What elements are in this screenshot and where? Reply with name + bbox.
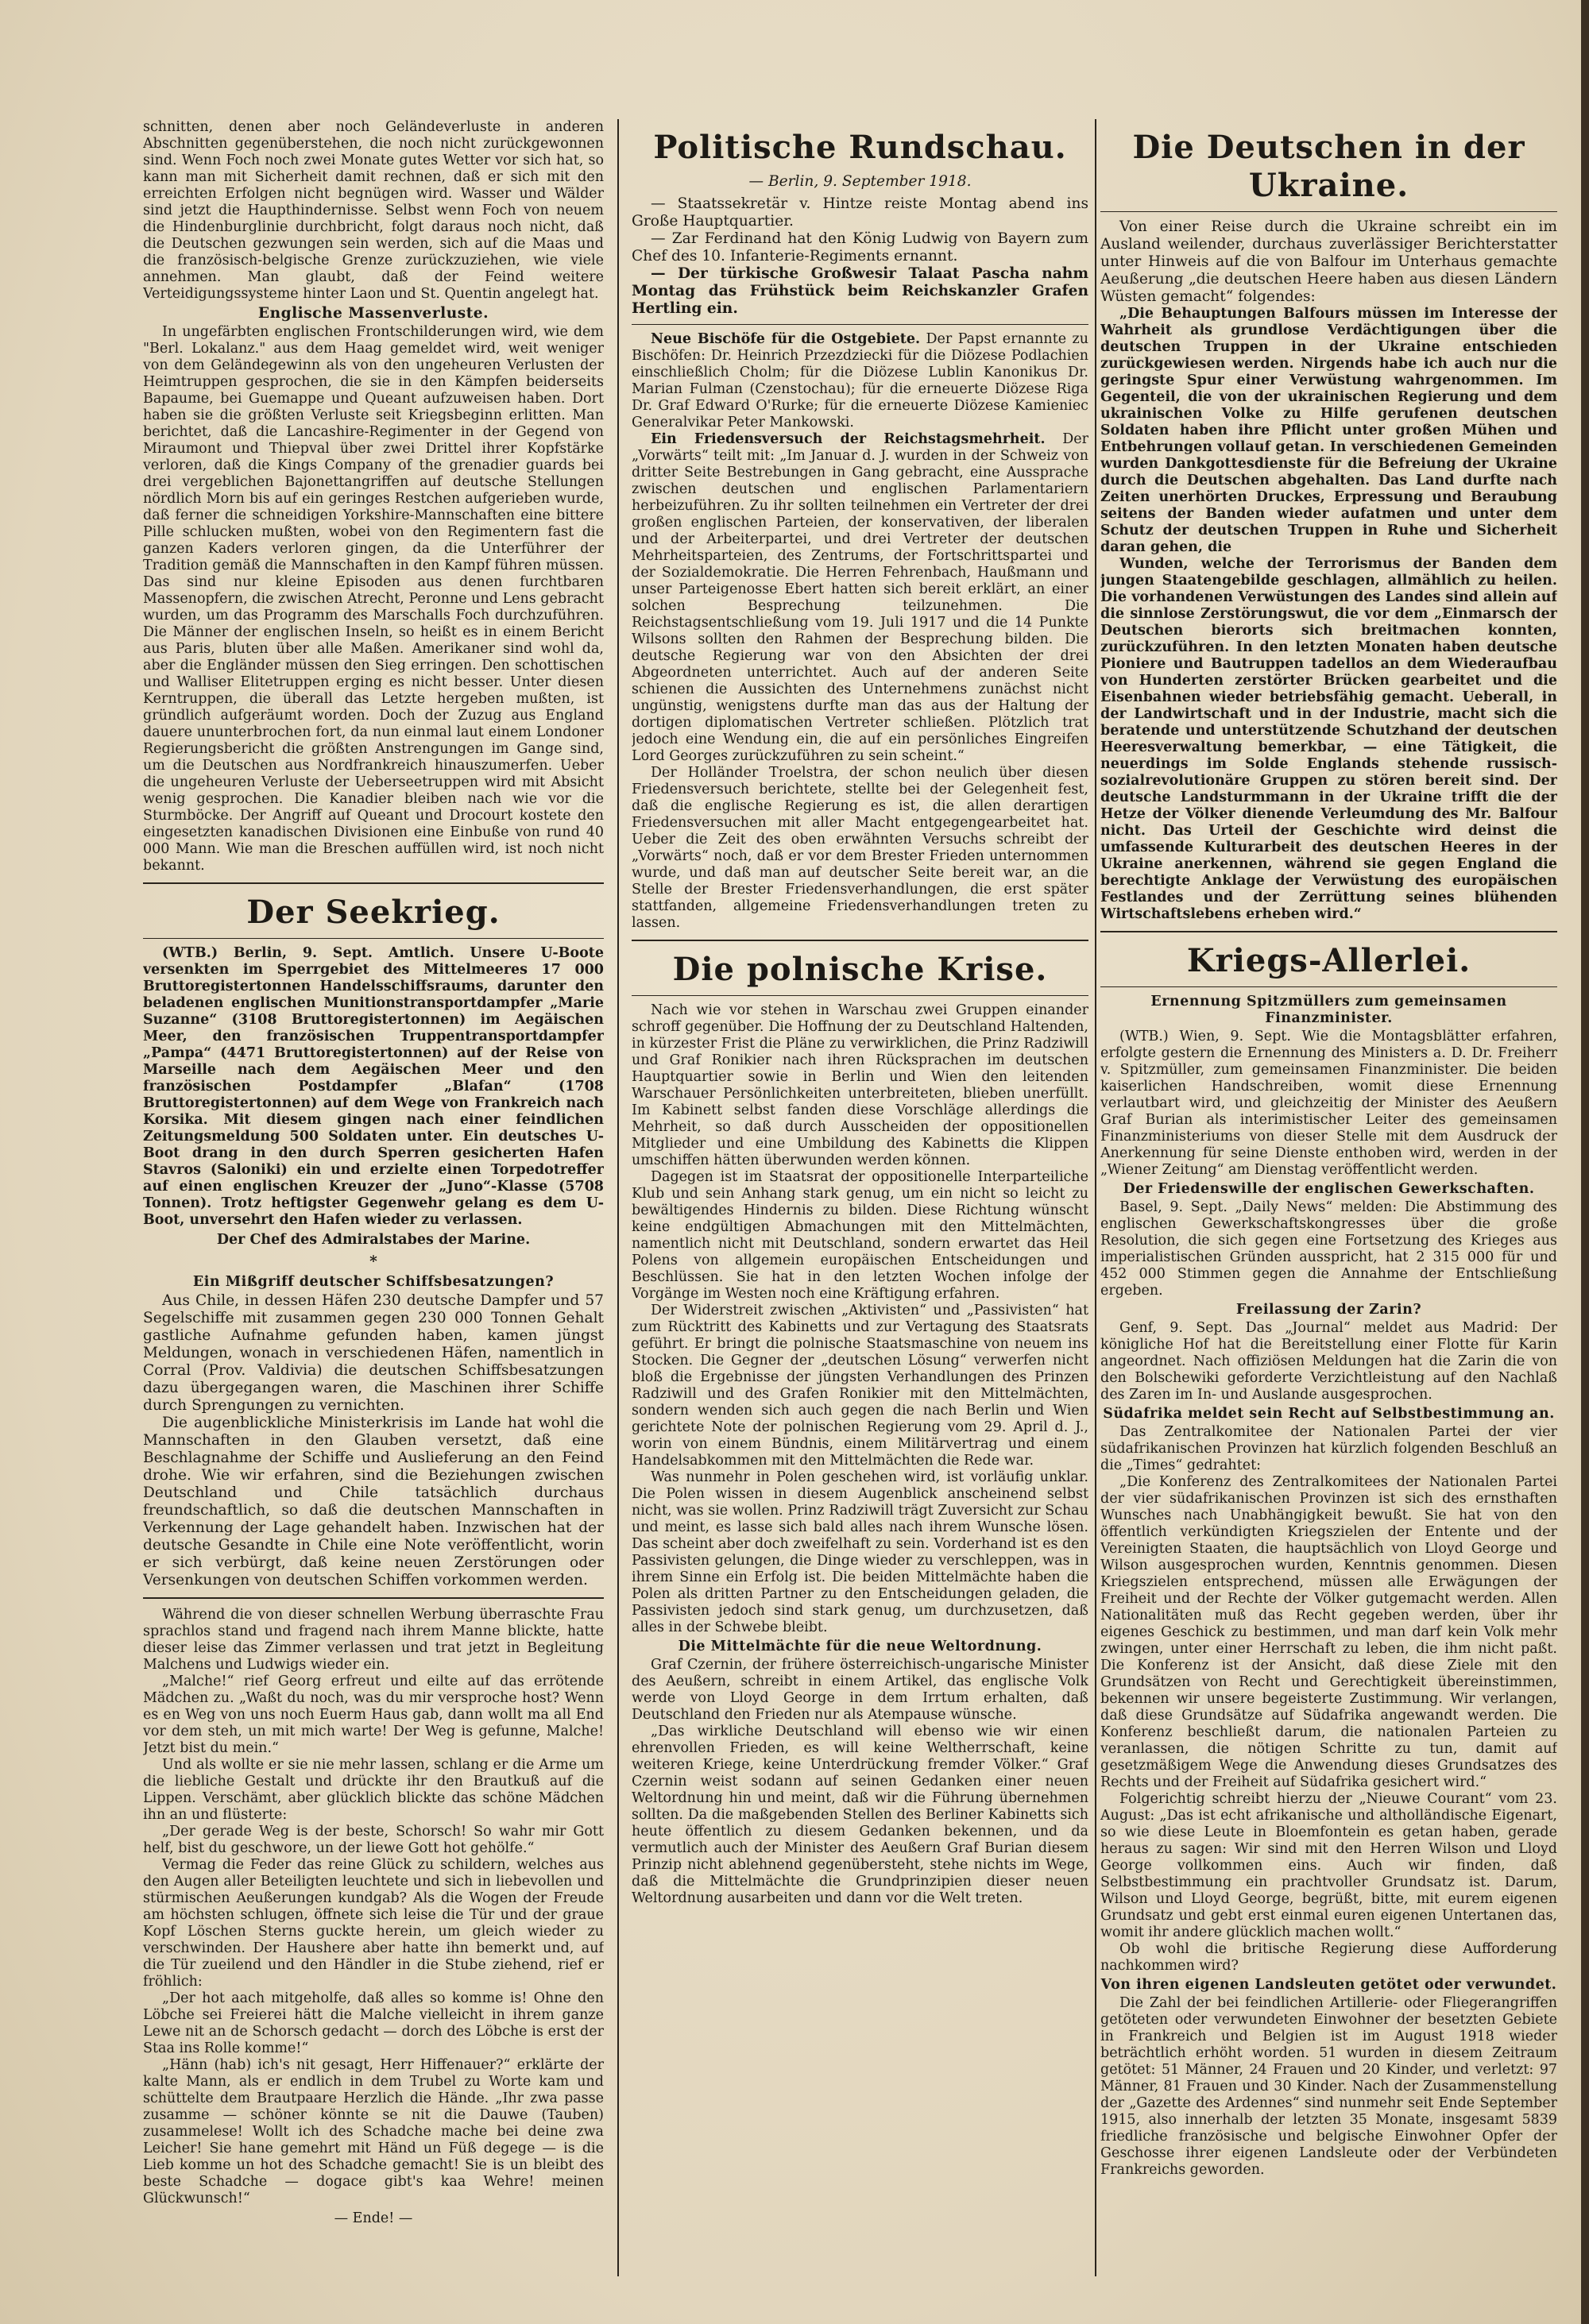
peace-body: Der „Vorwärts“ teilt mit: „Im Januar d. J. wurden in der Schweiz von dritter Seite Bestrebungen in Gang gebracht, eine Aussprache zwischen deutschen und englischen Parlamentariern herbeizuführen. Zu ihr sollten teilnehmen ein Vertreter der drei großen englischen Parteien, der konservativen, der liberalen und der Arbeiterpartei, und drei Vertreter der deutschen Mehrheitsparteien, des Zentrums, der Fortschrittspartei und der Sozialdemokratie. Die Herren Fehrenbach, Haußmann und unser Parteigenosse Ebert hatten sich bereit erklärt, an einer solchen Besprechung teilzunehmen. Die Reichstagsentschließung vom 19. Juli 1917 und die 14 Punkte Wilsons sollten den Rahmen der Besprechung bilden. Die deutsche Regierung war von den Absichten der drei Abgeordneten unterrichtet. Auch auf der anderen Seite schienen die Aussichten des Unternehmens zunächst nicht ungünstig, wenigstens durfte man das aus der Haltung der dortigen diplomatischen Vertreter schließen. Plötzlich trat jedoch eine Wendung ein, die auf ein persönliches Eingreifen Lord Georges zurückzuführen zu sein scheint.“ (632, 431, 1088, 764)
ukraine-paragraph: „Die Behauptungen Balfours müssen im Interesse der Wahrheit als grundlose Verdächtigungen über die deutschen Truppen in der Ukraine entschieden zurückgewiesen werden. Nirgends habe ich auch nur die geringste Spur einer Verwüstung wahrgenommen. Im Gegenteil, die von der ukrainischen Regierung und dem ukrainischen Volke zu Hilfe gerufenen deutschen Soldaten haben ihre Pflicht unter großen Mühen und Entbehrungen vollauf getan. In verschiedenen Gemeinden wurden Dankgottesdienste für die Befreiung der Ukraine durch die Deutschen abgehalten. Das Land durfte nach Zeiten unerhörten Druckes, Erpressung und Beraubung seitens der Banden wieder aufatmen und unter dem Schutz der deutschen Truppen in Ruhe und Sicherheit daran gehen, die (1100, 306, 1557, 555)
column-rule-right (1095, 119, 1096, 2276)
seekrieg-title: Der Seekrieg. (246, 894, 501, 931)
story-paragraph: „Malche!“ rief Georg erfreut und eilte auf das errötende Mädchen zu. „Waßt du noch, was du mir versproche host? Wenn es en Weg von uns noch Euerm Haus gab, dann wollt ma all End vor dem steh, un mit mich warte! Der Weg is gefunne, Malche! Jetzt bist du mein.“ (143, 1674, 604, 1756)
story-paragraph: „Der hot aach mitgeholfe, daß alles so komme is! Ohne den Löbche sei Freierei hätt die Malche vielleicht in ihrem ganze Lewe nit an de Schorsch gedacht — dorch des Löbche is erst der Staa ins Rolle komme!“ (143, 1990, 604, 2056)
polish-paragraph: Nach wie vor stehen in Warschau zwei Gruppen einander schroff gegenüber. Die Hoffnung der zu Deutschland Haltenden, in kürzester Frist die Pläne zu verwirklichen, die Prinz Radziwill und Graf Ronikier nach ihren Rücksprachen im deutschen Hauptquartier sowie in Berlin und Wien den leitenden Warschauer Persönlichkeiten unterbreiteten, blieben unerfüllt. Im Kabinett selbst fanden diese Vorschläge allerdings die Mehrheit, so daß durch Ausscheiden der oppositionellen Mitglieder und eine Umbildung des Kabinetts die Klippen umschiffen hätten überwunden werden können. (632, 1002, 1088, 1168)
k3-heading: Freilassung der Zarin? (1235, 1302, 1422, 1318)
k5-body: Die Zahl der bei feindlichen Artillerie- oder Fliegerangriffen getöteten oder verwundeten Einwohner der besetzten Gebiete in Frankreich und Belgien ist im August 1918 wieder beträchtlich erhöht worden. 51 wurden in diesem Zeitraum getötet: 51 Männer, 24 Frauen und 20 Kinder, und verletzt: 97 Männer, 81 Frauen und 30 Kinder. Nach der Zusammenstellung der „Gazette des Ardennes“ sind nunmehr seit Ende September 1915, also innerhalb der letzten 35 Monate, insgesamt 5839 friedliche französische und belgische Einwohner Opfer der Geschosse ihrer eigenen Landsleute oder der Verbündeten Frankreichs geworden. (1100, 1995, 1557, 2178)
separator (143, 1597, 604, 1599)
polish-paragraph: Was nunmehr in Polen geschehen wird, ist vorläufig unklar. Die Polen wissen in diesem Augenblick anscheinend selbst nicht, was sie wollen. Prinz Radziwill trägt Zuversicht zur Schau und meint, es lasse sich bald alles nach ihrem Wunsche lösen. Das scheint aber doch zweifelhaft zu sein. Vorderhand ist es den Passivisten gelungen, die Dinge wieder zu verschleppen, was in ihrem Sinne ein Erfolg ist. Die beiden Mittelmächte haben die Polen als dritten Partner zu den Entscheidungen geladen, die Passivisten jedoch sind stark genug, um durchzusetzen, daß alles in der Schwebe bleibt. (632, 1469, 1088, 1635)
news-item: — Staatssekretär v. Hintze reiste Montag abend ins Große Hauptquartier. (632, 195, 1088, 230)
page-edge (1581, 0, 1589, 2324)
story-paragraph: Vermag die Feder das reine Glück zu schildern, welches aus den Augen aller Beteiligten leuchtete und sich in liebevollen und stürmischen Aeußerungen kundgab? Als die Wogen der Freude am höchsten schlugen, öffnete sich leise die Tür und der graue Kopf Löschen Sterns guckte herein, um gleich wieder zu verschwinden. Der Haushere aber hatte ihn bemerkt und, auf die Tür zueilend und den Händler in die Stube ziehend, rief er fröhlich: (143, 1857, 604, 1990)
dateline: — Berlin, 9. September 1918. (748, 173, 972, 190)
asterisk-divider: * (369, 1253, 377, 1270)
separator (632, 995, 1088, 996)
story-end: — Ende! — (334, 2210, 413, 2226)
polnische-krise-title: Die polnische Krise. (672, 951, 1048, 988)
polish-paragraph: Dagegen ist im Staatsrat der oppositionelle Interparteiliche Klub und sein Anhang stark genug, um ein nicht so leicht zu bewältigendes Hindernis zu bilden. Diese Richtung wünscht keine endgültigen Abmachungen mit den Mittelmächten, namentlich nicht mit Deutschland, sondern erwartet das Heil Polens von allgemein europäischen Entscheidungen und Beschlüssen. Sie hat in den letzten Wochen infolge der Vorgänge im Westen noch eine Kräftigung erfahren. (632, 1169, 1088, 1302)
mistake-heading: Ein Mißgriff deutscher Schiffsbesatzungen? (192, 1274, 555, 1290)
peace-heading: Ein Friedensversuch der Reichstagsmehrheit. (651, 431, 1046, 447)
k5-heading: Von ihren eigenen Landsleuten getötet oder verwundet. (1100, 1977, 1557, 1993)
seekrieg-body: (WTB.) Berlin, 9. Sept. Amtlich. Unsere U-Boote versenkten im Sperrgebiet des Mittelmeeres 17 000 Bruttoregistertonnen Handelsschiffsraums, darunter den beladenen englischen Munitionstransportdampfer „Marie Suzanne“ (3108 Bruttoregistertonnen) im Aegäischen Meer, den französischen Truppentransportdampfer „Pampa“ (4471 Bruttoregistertonnen) auf der Reise von Marseille nach dem Aegäischen Meer und den französischen Postdampfer „Blafan“ (1708 Bruttoregistertonnen) auf dem Wege von Frankreich nach Korsika. Mit diesem gingen nach einer feindlichen Zeitungsmeldung 500 Soldaten unter. Ein deutsches U-Boot drang in den durch Sperren gesicherten Hafen Stavros (Saloniki) ein und erzielte einen Torpedotreffer auf einen englischen Kreuzer der „Juno“-Klasse (5708 Tonnen). Trotz heftigster Gegenwehr gelang es dem U-Boot, unversehrt den Hafen wieder zu verlassen. (143, 945, 604, 1228)
mistake-body: Aus Chile, in dessen Häfen 230 deutsche Dampfer und 57 Segelschiffe mit zusammen gegen 230 000 Tonnen Gehalt gastliche Aufnahme gefunden haben, kamen jüngst Meldungen, wonach in verschiedenen Häfen, namentlich in Corral (Prov. Valdivia) die deutschen Schiffsbesatzungen dazu übergegangen waren, die Maschinen ihrer Schiffe durch Sprengungen zu vernichten. (143, 1292, 604, 1414)
ukraine-paragraph: Von einer Reise durch die Ukraine schreibt ein im Ausland weilender, durchaus zuverlässiger Berichterstatter unter Hinweis auf die von Balfour im Unterhaus gemachte Aeußerung „die deutschen Heere haben aus diesen Ländern Wüsten gemacht“ folgendes: (1100, 218, 1557, 305)
losses-heading: Englische Massenverluste. (257, 305, 489, 322)
column-right (1100, 119, 1557, 2292)
k4-paragraph: Das Zentralkomitee der Nationalen Partei der vier südafrikanischen Provinzen hat kürzlich folgenden Beschluß an die „Times“ gedrahtet: (1100, 1424, 1557, 1473)
mistake-body-2: Die augenblickliche Ministerkrisis im Lande hat wohl die Mannschaften in den Glauben versetzt, daß eine Beschlagnahme der Schiffe und Auslieferung an den Feind drohe. Wie wir erfahren, sind die Beziehungen zwischen Deutschland und Chile tatsächlich durchaus freundschaftlich, so daß die deutschen Mannschaften in Verkennung der Lage gehandelt haben. Inzwischen hat der deutsche Gesandte in Chile eine Note veröffentlicht, worin er sich verbürgt, daß keine neuen Zerstörungen oder Versenkungen von deutschen Schiffen vorkommen werden. (143, 1415, 604, 1589)
peace-body-2: Der Holländer Troelstra, der schon neulich über diesen Friedensversuch berichtete, stellte bei der Gelegenheit fest, daß die englische Regierung es ist, die allen derartigen Friedensversuchen mit aller Macht entgegengearbeitet hat. Ueber die Zeit des oben erwähnten Versuchs schreibt der „Vorwärts“ noch, daß er vor dem Brester Frieden unternommen wurde, und daß man auf deutscher Seite bereit war, an die Stelle der Brester Friedensverhandlungen, die erst später stattfanden, allgemeine Friedensverhandlungen treten zu lassen. (632, 765, 1088, 931)
ukraine-paragraph: Wunden, welche der Terrorismus der Banden dem jungen Staatengebilde geschlagen, allmählich zu heilen. Die vorhandenen Verwüstungen des Landes sind allein auf die sinnlose Zerstörungswut, die vor dem „Einmarsch der Deutschen bierorts sich breitmachen konnten, zurückzuführen. In den letzten Monaten haben deutsche Pioniere und Bautruppen tadellos an dem Wiederaufbau von Hunderten zerstörter Brücken gearbeitet und die Eisenbahnen wieder betriebsfähig gemacht. Ueberall, in der Landwirtschaft und in der Industrie, macht sich die beratende und unterstützende Schutzhand der deutschen Heeresverwaltung bemerkbar, — eine Tätigkeit, die neuerdings im Solde Englands stehende russisch-sozialrevolutionäre Gruppen zu stören bereit sind. Der deutsche Landsturmmann in der Ukraine trifft die der Hetze der Völker dienende Verleumdung des Mr. Balfour nicht. Das Urteil der Geschichte wird deinst die umfassende Kulturarbeit des deutschen Heeres in der Ukraine anerkennen, während sie gegen England die berechtigte Anklage der Verwüstung des europäischen Festlandes und der Zerrüttung seines blühenden Wirtschaftslebens erheben wird.“ (1100, 556, 1557, 922)
k4-paragraph: Ob wohl die britische Regierung diese Aufforderung nachkommen wird? (1100, 1941, 1557, 1974)
separator (632, 940, 1088, 941)
neworder-paragraph: „Das wirkliche Deutschland will ebenso wie wir einen ehrenvollen Frieden, es will keine Weltherrschaft, keine weiteren Kriege, keine Unterdrückung fremder Völker.“ Graf Czernin weist sodann auf seinen Gedanken einer neuen Weltordnung hin und meint, daß wir die Führung übernehmen sollten. Da die maßgebenden Stellen des Berliner Kabinetts sich heute öffentlich zu diesem Gedanken bekennen, und da vermutlich auch der Minister des Aeußern Graf Burian diesem Prinzip nicht ablehnend gegenübersteht, stehe nichts im Wege, daß die Mittelmächte die Grundprinzipien dieser neuen Weltordnung ausarbeiten und dann vor die Welt treten. (632, 1724, 1088, 1906)
story-paragraph: „Der gerade Weg is der beste, Schorsch! So wahr mir Gott helf, bist du geschwore, un der liewe Gott hot gehölfe.“ (143, 1824, 604, 1856)
neworder-heading: Die Mittelmächte für die neue Weltordnung. (678, 1639, 1042, 1654)
losses-paragraph: In ungefärbten englischen Frontschilderungen wird, wie dem "Berl. Lokalanz." aus dem Haag gemeldet wird, weit weniger von dem Geländegewinn als von den ungeheuren Verlusten der Heimtruppen gesprochen, die sie in den Kämpfen beiderseits Bapaume, bei Guemappe und Queant aufzuweisen haben. Dort haben sie die größten Verluste seit Kriegsbeginn erlitten. Man berichtet, daß die Lancashire-Regimenter in der Gegend von Miraumont und Thiepval über zwei Drittel ihrer Kopfstärke verloren, daß die Kings Company of the grenadier guards bei drei vergeblichen Bajonettangriffen auf deutsche Stellungen nördlich Morn bis auf ein geringes Restchen aufgerieben wurde, daß ferner die schneidigen Yorkshire-Mannschaften eine bittere Pille schlucken mußten, wobei von den Regimentern fast die ganzen Kaders verloren gingen, da die Unterführer der Tradition gemäß die Mannschaften in den Kampf führen müssen. Das sind nur kleine Episoden aus denen furchtbaren Massenopfern, die zwischen Atrecht, Peronne und Lens gebracht wurden, um das Programm des Marschalls Foch durchzuführen. Die Männer der englischen Inseln, so heißt es in einem Bericht aus Paris, bluten über alle Maßen. Amerikaner sind wohl da, aber die Engländer müssen den Sieg erringen. Den schottischen und Walliser Elitetruppen erging es nicht besser. Unter diesen Kerntruppen, die überall das Letzte hergeben mußten, ist gründlich aufgeräumt worden. Doch der Zuzug aus England dauere ununterbrochen fort, da nun einmal laut einem Londoner Regierungsbericht die größten Anstrengungen im Gange sind, um die Deutschen aus Nordfrankreich hinauszumerfen. Ueber die ungeheuren Verluste der Ueberseetruppen wird mit Absicht wenig gesprochen. Die Kanadier bleiben nach wie vor die Sturmböcke. Der Angriff auf Queant und Drocourt kostete den eingesetzten kanadischen Divisionen eine Einbuße von rund 40 000 Mann. Wie man die Breschen auffüllen wird, ist noch nicht bekannt. (143, 324, 604, 874)
k4-heading: Südafrika meldet sein Recht auf Selbstbestimmung an. (1103, 1406, 1555, 1422)
k3-body: Genf, 9. Sept. Das „Journal“ meldet aus Madrid: Der königliche Hof hat die Bereitstellung einer Flotte für Karin angeordnet. Nach offiziösen Meldungen hat die Zarin die von den Bolschewiki geforderte Verzichtleistung auf den Nachlaß des Zaren im In- und Auslande ausgesprochen. (1100, 1320, 1557, 1403)
k2-heading: Der Friedenswille der englischen Gewerkschaften. (1123, 1181, 1535, 1197)
separator (1100, 931, 1557, 932)
separator (632, 324, 1088, 325)
column-middle (632, 119, 1088, 2292)
story-paragraph: Und als wollte er sie nie mehr lassen, schlang er die Arme um die liebliche Gestalt und drückte ihr den Brautkuß auf die Lippen. Verschämt, aber glücklich blickte das schöne Mädchen ihn an und flüsterte: (143, 1757, 604, 1823)
k4-paragraph: „Die Konferenz des Zentralkomitees der Nationalen Partei der vier südafrikanischen Provinzen ist sich des ernsthaften Wunsches nach Unabhängigkeit bewußt. Sie hat von den öffentlich verkündigten Kriegszielen der Entente und der Vereinigten Staaten, die hauptsächlich von Lloyd George und Wilson ausgesprochen wurden, Kenntnis genommen. Diesen Kriegszielen entsprechend, müssen alle Erwägungen der Freiheit und der Rechte der Völker gutgemacht werden. Allen Nationalitäten muß das Recht gegeben werden, über ihr eigenes Geschick zu bestimmen, und man darf kein Volk mehr zwingen, unter einer Herrschaft zu leben, die ihm nicht paßt. Die Konferenz ist der Ansicht, daß diese Ziele mit den Grundsätzen von Recht und Gerechtigkeit übereinstimmen, bekennen wir unsere begeisterte Zustimmung. Wir verlangen, daß diese Grundsätze auf Südafrika angewandt werden. Die Konferenz beschließt darum, die nationalen Parteien zu veranlassen, die nötigen Schritte zu tun, damit auf gesetzmäßigem Wege die Anwendung dieses Grundsatzes des Rechts und der Freiheit auf Südafrika gesichert wird.“ (1100, 1474, 1557, 1790)
neworder-paragraph: Graf Czernin, der frühere österreichisch-ungarische Minister des Aeußern, schreibt in einem Artikel, das englische Volk werde von Lloyd George in dem Irrtum erhalten, daß Deutschland den Frieden nur als Atempause wünsche. (632, 1657, 1088, 1723)
polish-paragraph: Der Widerstreit zwischen „Aktivisten“ und „Passivisten“ hat zum Rücktritt des Kabinetts und zur Vertagung des Staatsrats geführt. Er bringt die polnische Staatsmaschine von neuem ins Stocken. Die Gegner der „deutschen Lösung“ verwerfen nicht bloß die Ergebnisse der jüngsten Verhandlungen des Prinzen Radziwill und des Grafen Ronikier mit den Mittelmächten, sondern wenden sich auch gegen die nach Berlin und Wien gerichtete Note der polnischen Regierung vom 29. April d. J., worin von einem Bündnis, einem Militärvertrag und einem Handelsabkommen mit den Mittelmächten die Rede war. (632, 1303, 1088, 1469)
separator (1100, 986, 1557, 987)
separator (143, 938, 604, 939)
column-left (143, 119, 604, 2292)
seekrieg-signature: Der Chef des Admiralstabes der Marine. (216, 1232, 531, 1248)
intro-paragraph: schnitten, denen aber noch Geländeverluste in anderen Abschnitten gegenüberstehen, die noch nicht zurückgewonnen sind. Wenn Foch noch zwei Monate gutes Wetter vor sich hat, so kann man mit Sicherheit damit rechnen, daß er sich mit den erreichten Erfolgen nicht begnügen wird. Wasser und Wälder sind jetzt die Haupthindernisse. Selbst wenn Foch von neuem die Hindenburglinie durchbricht, folgt daraus noch nicht, daß die Deutschen gezwungen sein werden, sich auf die Maas und die französisch-belgische Grenze zurückzuziehen, wie viele annehmen. Man glaubt, daß der Feind weitere Verteidigungssysteme hinter Laon und St. Quentin angelegt hat. (143, 119, 604, 302)
k4-paragraph: Folgerichtig schreibt hierzu der „Nieuwe Courant“ vom 23. August: „Das ist echt afrikanische und altholländische Eigenart, so wie diese Leute in Bloemfontein es getan haben, gerade heraus zu sagen: Wir sind mit den Herren Wilson und Lloyd George vollkommen eins. Auch wir finden, daß Selbstbestimmung ein prachtvoller Grundsatz ist. Darum, Wilson und Lloyd George, begrüßt, bitte, mit eurem eigenen Grundsatz und gebt erst einmal euren eigenen Untertanen das, womit ihr andere glücklich machen wollt.“ (1100, 1791, 1557, 1940)
bishops-heading: Neue Bischöfe für die Ostgebiete. (651, 331, 921, 347)
story-paragraph: Während die von dieser schnellen Werbung überraschte Frau sprachlos stand und fragend nach ihrem Manne blickte, hatte dieser leise das Zimmer verlassen und trat jetzt in Begleitung Malchens und Ludwigs wieder ein. (143, 1607, 604, 1673)
k1-body: (WTB.) Wien, 9. Sept. Wie die Montagsblätter erfahren, erfolgte gestern die Ernennung des Ministers a. D. Dr. Freiherr v. Spitzmüller, zum gemeinsamen Finanzminister. Die beiden kaiserlichen Handschreiben, womit diese Ernennung verlautbart wird, und gleichzeitig der Minister des Aeußern Graf Burian als interimistischer Leiter des gemeinsamen Finanzministeriums von dieser Stelle mit dem Ausdruck der Anerkennung für seine Dienste enthoben wird, werden in der „Wiener Zeitung“ am Dienstag veröffentlicht werden. (1100, 1029, 1557, 1178)
column-rule-left (617, 119, 619, 2276)
k2-body: Basel, 9. Sept. „Daily News“ melden: Die Abstimmung des englischen Gewerkschaftskongresses über die große Resolution, die sich gegen eine Fortsetzung des Krieges aus imperialistischen Gründen ausspricht, hat 2 315 000 für und 452 000 Stimmen gegen die Annahme der Entschließung ergeben. (1100, 1199, 1557, 1299)
separator (143, 882, 604, 884)
story-paragraph: „Hänn (hab) ich's nit gesagt, Herr Hiffenauer?“ erklärte der kalte Mann, als er endlich in dem Trubel zu Worte kam und schüttelte dem Brautpaare Herzlich die Hände. „Ihr zwa passe zusamme — schöner könnte se nit die Dauwe (Tauben) zusammelese! Wollt ich des Schadche mache bei deine zwa Leicher! Sie hane gemehrt mit Händ un Füß degege — is die Lieb komme un hot des Schadche gemacht! Sie is un bleibt des beste Schadche — dogace gibt's kaa Wehre! meinen Glückwunsch!“ (143, 2057, 604, 2206)
news-item: — Der türkische Großwesir Talaat Pascha nahm Montag das Frühstück beim Reichskanzler Grafen Hertling ein. (632, 265, 1088, 317)
politische-rundschau-title: Politische Rundschau. (653, 129, 1067, 166)
separator (1100, 211, 1557, 212)
bishops-body: Der Papst ernannte zu Bischöfen: Dr. Heinrich Przezdziecki für die Diözese Podlachien einschließlich Cholm; für die Diözese Lublin Kanonikus Dr. Marian Fulman (Czenstochau); für die erneuerte Diözese Riga Dr. Graf Edward O'Rurke; für die erneuerte Diözese Kamieniec Generalvikar Peter Mankowski. (632, 331, 1088, 430)
k1-heading: Ernennung Spitzmüllers zum gemeinsamen Finanzminister. (1150, 994, 1507, 1026)
news-item: — Zar Ferdinand hat den König Ludwig von Bayern zum Chef des 10. Infanterie-Regiments ernannt. (632, 230, 1088, 264)
ukraine-title: Die Deutschen in der Ukraine. (1132, 129, 1525, 204)
kriegs-allerlei-title: Kriegs-Allerlei. (1186, 942, 1471, 979)
